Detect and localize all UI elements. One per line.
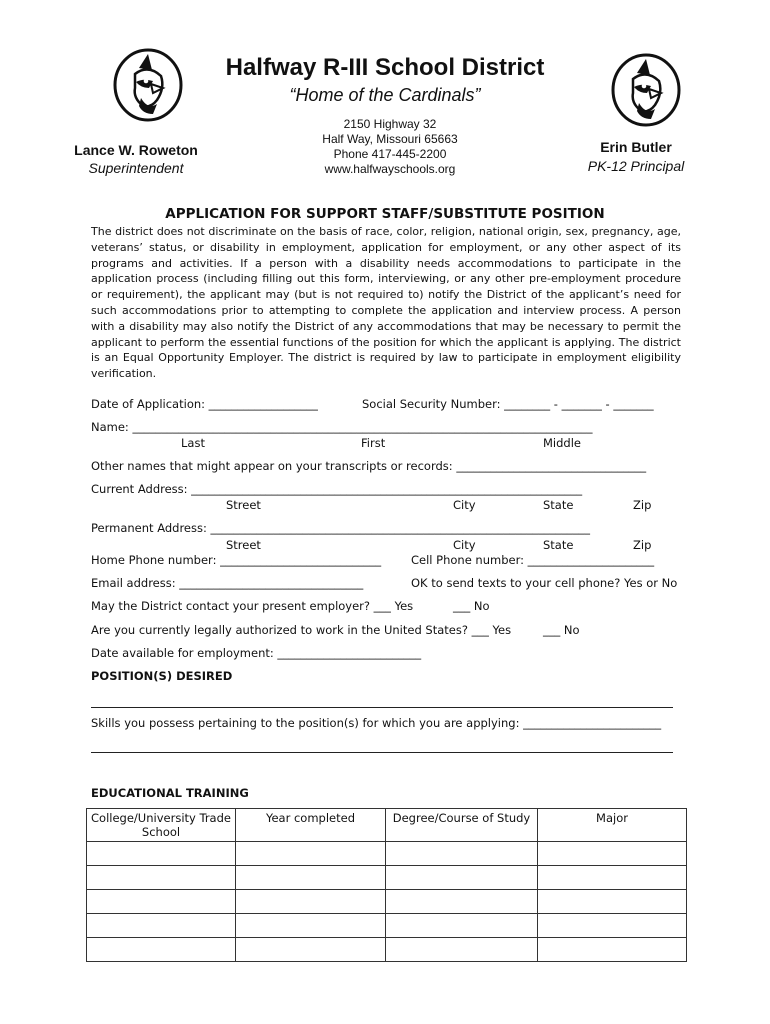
cell-phone-field[interactable]: Cell Phone number: ______________________ (411, 553, 655, 567)
column-header: Degree/Course of Study (386, 809, 538, 842)
table-cell[interactable] (87, 842, 236, 866)
education-heading: EDUCATIONAL TRAINING (91, 786, 249, 800)
table-cell[interactable] (236, 866, 386, 890)
table-cell[interactable] (538, 938, 687, 962)
ok-texts-question[interactable]: OK to send texts to your cell phone? Yes or No (411, 576, 678, 590)
table-cell[interactable] (386, 890, 538, 914)
district-website: www.halfwayschools.org (324, 162, 456, 176)
address-street: 2150 Highway 32 (343, 117, 437, 131)
table-row (87, 866, 687, 890)
table-cell[interactable] (87, 914, 236, 938)
city-label: City (453, 498, 476, 512)
contact-employer-no[interactable]: ___ No (453, 599, 490, 613)
table-row (87, 914, 687, 938)
skills-input-line[interactable] (91, 752, 673, 753)
street-label: Street (226, 498, 261, 512)
name-first-label: First (361, 436, 386, 450)
table-row (87, 890, 687, 914)
district-name: Halfway R-III School District (225, 54, 545, 81)
name-field[interactable]: Name: ________________________________________________________________________________ (91, 420, 593, 434)
contact-employer-yes[interactable]: May the District contact your present employer? ___ Yes (91, 599, 414, 613)
table-cell[interactable] (538, 866, 687, 890)
table-cell[interactable] (236, 842, 386, 866)
principal-title: PK-12 Principal (587, 158, 685, 174)
table-cell[interactable] (236, 890, 386, 914)
state-label: State (543, 538, 574, 552)
table-cell[interactable] (236, 938, 386, 962)
positions-heading: POSITION(S) DESIRED (91, 669, 233, 683)
zip-label: Zip (633, 538, 652, 552)
table-cell[interactable] (87, 866, 236, 890)
city-label: City (453, 538, 476, 552)
name-last-label: Last (181, 436, 205, 450)
permanent-address-field[interactable]: Permanent Address: __________________________________________________________________ (91, 521, 591, 535)
position-input-line[interactable] (91, 707, 673, 708)
form-title: APPLICATION FOR SUPPORT STAFF/SUBSTITUTE POSITION (165, 206, 605, 222)
table-cell[interactable] (538, 914, 687, 938)
table-cell[interactable] (386, 914, 538, 938)
table-row (87, 938, 687, 962)
table-cell[interactable] (386, 842, 538, 866)
date-available-field[interactable]: Date available for employment: _________________________ (91, 646, 422, 660)
other-names-field[interactable]: Other names that might appear on your transcripts or records: _________________________________ (91, 459, 647, 473)
principal-name: Erin Butler (600, 139, 672, 155)
table-cell[interactable] (386, 938, 538, 962)
table-cell[interactable] (386, 866, 538, 890)
district-motto: “Home of the Cardinals” (289, 85, 481, 105)
column-header: College/University Trade School (87, 809, 236, 842)
name-middle-label: Middle (543, 436, 581, 450)
email-field[interactable]: Email address: ________________________________ (91, 576, 364, 590)
education-table (86, 808, 687, 962)
date-of-application-field[interactable]: Date of Application: ___________________ (91, 397, 318, 411)
column-header: Major (538, 809, 687, 842)
address-city: Half Way, Missouri 65663 (322, 132, 458, 146)
table-cell[interactable] (538, 890, 687, 914)
column-header: Year completed (236, 809, 386, 842)
street-label: Street (226, 538, 261, 552)
superintendent-title: Superintendent (88, 160, 184, 176)
ssn-field[interactable]: Social Security Number: ________ - _______ - _______ (362, 397, 654, 411)
zip-label: Zip (633, 498, 652, 512)
work-authorized-no[interactable]: ___ No (543, 623, 580, 637)
work-authorized-yes[interactable]: Are you currently legally authorized to work in the United States? ___ Yes (91, 623, 512, 637)
table-cell[interactable] (87, 890, 236, 914)
nondiscrimination-notice: The district does not discriminate on the basis of race, color, religion, national origin, sex, pregnancy, age, veterans’ status, or disability in employment, application for employment, or any other aspect of its programs and activities. If a person with a disability needs accommodations to participate in the application process (including filling out this form, interviewing, or any other pre-employment procedure or requirement), the applicant may (but is not required to) notify the District of the applicant’s need for such accommodations prior to attempting to complete the application and interview process. A person with a disability may also notify the District of any accommodations that may be necessary to permit the applicant to perform the essential functions of the position for which the applicant is applying. The district is an Equal Opportunity Employer. The district is required by law to participate in employment eligibility verification. (91, 225, 681, 381)
current-address-field[interactable]: Current Address: ____________________________________________________________________ (91, 482, 583, 496)
skills-field[interactable]: Skills you possess pertaining to the position(s) for which you are applying: ________________________ (91, 716, 662, 730)
state-label: State (543, 498, 574, 512)
table-row (87, 842, 687, 866)
table-cell[interactable] (538, 842, 687, 866)
district-phone: Phone 417-445-2200 (333, 147, 447, 161)
home-phone-field[interactable]: Home Phone number: ____________________________ (91, 553, 382, 567)
superintendent-name: Lance W. Roweton (74, 142, 198, 158)
table-cell[interactable] (87, 938, 236, 962)
table-cell[interactable] (236, 914, 386, 938)
